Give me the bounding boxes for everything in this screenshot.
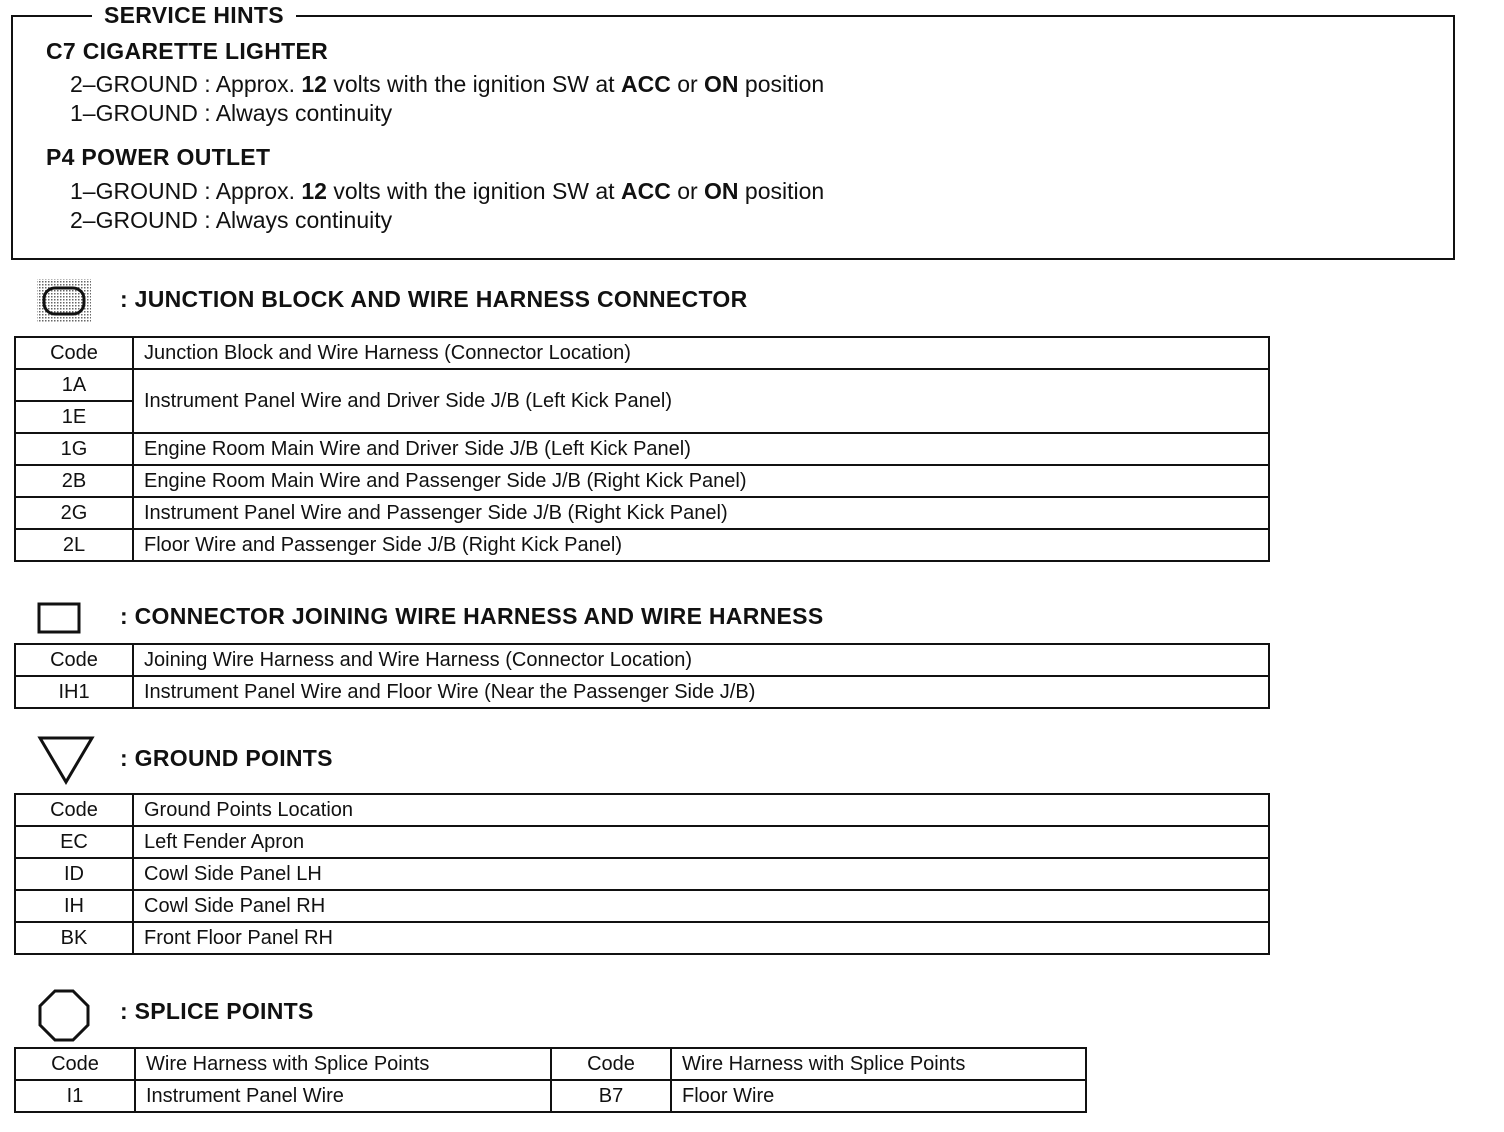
row-desc: Engine Room Main Wire and Passenger Side J/B (Right Kick Panel) [133, 465, 1269, 497]
hint-header-p4: P4 POWER OUTLET [46, 144, 271, 170]
row-desc: Instrument Panel Wire and Driver Side J/B (Left Kick Panel) [133, 369, 1269, 433]
header-code: Code [15, 1048, 135, 1080]
row-code: EC [15, 826, 133, 858]
junction-block-symbol-icon [36, 278, 92, 324]
header-desc: Junction Block and Wire Harness (Connector Location) [133, 337, 1269, 369]
hint-line-p4-2: 2–GROUND : Always continuity [70, 207, 393, 233]
header-desc: Joining Wire Harness and Wire Harness (Connector Location) [133, 644, 1269, 676]
header-desc: Wire Harness with Splice Points [135, 1048, 551, 1080]
row-code: IH [15, 890, 133, 922]
table-row [15, 922, 1269, 954]
row-desc: Cowl Side Panel LH [133, 858, 1269, 890]
row-code: 2B [15, 465, 133, 497]
connector-heading: : CONNECTOR JOINING WIRE HARNESS AND WIRE HARNESS [120, 603, 824, 629]
row-desc: Front Floor Panel RH [133, 922, 1269, 954]
header-desc: Wire Harness with Splice Points [671, 1048, 1086, 1080]
row-desc: Instrument Panel Wire [135, 1080, 551, 1112]
row-desc: Instrument Panel Wire and Passenger Side J/B (Right Kick Panel) [133, 497, 1269, 529]
table-row [15, 890, 1269, 922]
table-row [15, 676, 1269, 708]
row-code: 1E [15, 401, 133, 433]
row-desc: Floor Wire and Passenger Side J/B (Right Kick Panel) [133, 529, 1269, 561]
row-code: 2L [15, 529, 133, 561]
connector-symbol-icon [36, 600, 84, 636]
row-desc: Floor Wire [671, 1080, 1086, 1112]
table-row [15, 465, 1269, 497]
row-desc: Engine Room Main Wire and Driver Side J/B (Left Kick Panel) [133, 433, 1269, 465]
junction-heading: : JUNCTION BLOCK AND WIRE HARNESS CONNECTOR [120, 286, 748, 312]
table-row [15, 826, 1269, 858]
table-row [15, 369, 1269, 401]
junction-table [14, 336, 1270, 562]
connector-table [14, 643, 1270, 709]
table-header-row [15, 794, 1269, 826]
table-header-row [15, 644, 1269, 676]
table-header-row [15, 1048, 1086, 1080]
header-code: Code [15, 644, 133, 676]
ground-symbol-icon [36, 734, 96, 786]
table-row [15, 497, 1269, 529]
row-desc: Cowl Side Panel RH [133, 890, 1269, 922]
table-row [15, 858, 1269, 890]
row-code: IH1 [15, 676, 133, 708]
header-code: Code [15, 337, 133, 369]
row-code: 1G [15, 433, 133, 465]
header-code: Code [15, 794, 133, 826]
row-code: BK [15, 922, 133, 954]
row-desc: Instrument Panel Wire and Floor Wire (Near the Passenger Side J/B) [133, 676, 1269, 708]
hint-header-c7: C7 CIGARETTE LIGHTER [46, 38, 329, 64]
table-header-row [15, 337, 1269, 369]
hint-line-c7-2: 1–GROUND : Always continuity [70, 100, 393, 126]
table-row [15, 1080, 1086, 1112]
header-code: Code [551, 1048, 671, 1080]
table-row [15, 529, 1269, 561]
row-code: ID [15, 858, 133, 890]
hint-line-c7-1: 2–GROUND : Approx. 12 volts with the ignition SW at ACC or ON position [70, 71, 825, 97]
splice-table [14, 1047, 1087, 1113]
hint-line-p4-1: 1–GROUND : Approx. 12 volts with the ignition SW at ACC or ON position [70, 178, 825, 204]
ground-heading: : GROUND POINTS [120, 745, 333, 771]
row-code: 1A [15, 369, 133, 401]
header-desc: Ground Points Location [133, 794, 1269, 826]
row-code: 2G [15, 497, 133, 529]
table-row [15, 433, 1269, 465]
splice-heading: : SPLICE POINTS [120, 998, 314, 1024]
ground-table [14, 793, 1270, 955]
row-desc: Left Fender Apron [133, 826, 1269, 858]
splice-symbol-icon [36, 988, 92, 1044]
service-hints-title: SERVICE HINTS [92, 2, 296, 29]
row-code: I1 [15, 1080, 135, 1112]
row-code: B7 [551, 1080, 671, 1112]
